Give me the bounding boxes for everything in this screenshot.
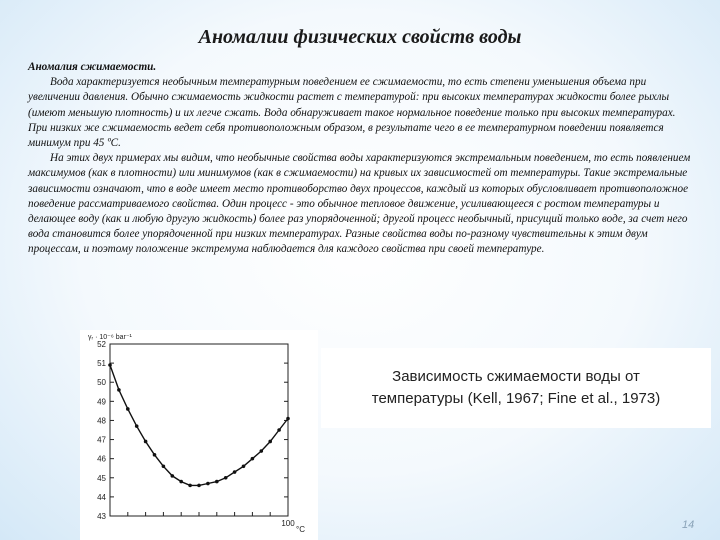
data-point (135, 424, 139, 428)
page-number: 14 (682, 519, 695, 531)
caption-line-2: температуры (Kell, 1967; Fine et al., 1973) (371, 390, 661, 407)
compressibility-chart (80, 330, 318, 540)
body-text (28, 60, 696, 258)
x-axis-label: °C (296, 525, 305, 534)
data-point (171, 474, 175, 478)
paragraph-compressibility: Вода характеризуется необычным температурным поведением ее сжимаемости, то есть степени уменьшения объема при увеличении давления. Обычно сжимаемость жидкости растет с температурой: при высоких температурах жидкости более рыхлы (имеют меньшую плотность) и их легче сжать. Вода обнаруживает такое нормальное поведение только при высоких температурах. При низких же сжимаемость ведет себя противоположным образом, в результате чего в ее температурном поведении появляется минимум при 45 ºС. (28, 76, 676, 150)
data-point (144, 440, 148, 444)
data-point (268, 440, 272, 444)
y-tick-label: 49 (97, 397, 106, 407)
data-point (162, 465, 166, 469)
y-tick-label: 44 (97, 492, 106, 502)
data-point (251, 457, 255, 461)
plot-frame (110, 344, 288, 516)
data-point (117, 388, 121, 392)
chart-svg (80, 330, 318, 540)
data-point (126, 407, 130, 411)
data-point (108, 363, 112, 367)
y-tick-label: 52 (97, 340, 106, 349)
data-point (179, 480, 183, 484)
data-point (286, 417, 290, 421)
y-tick-label: 45 (97, 473, 106, 483)
data-point (215, 480, 219, 484)
data-point (277, 428, 281, 432)
y-tick-label: 47 (97, 435, 106, 445)
data-point (233, 470, 237, 474)
caption-line-1: Зависимость сжимаемости воды от (392, 368, 640, 385)
section-subheading: Аномалия сжимаемости. (28, 61, 157, 73)
y-tick-label: 48 (97, 416, 106, 426)
data-point (197, 484, 201, 488)
data-point (153, 453, 157, 457)
y-tick-label: 43 (97, 512, 106, 521)
y-tick-label: 46 (97, 454, 106, 464)
data-point (242, 465, 246, 469)
figure-caption (321, 348, 711, 428)
data-point (188, 484, 192, 488)
data-point (224, 476, 228, 480)
y-tick-label: 50 (97, 378, 106, 388)
paragraph-extremes: На этих двух примерах мы видим, что необычные свойства воды характеризуются экстремальным поведением, то есть появлением максимумов (как в плотности) или минимумов (как в сжимаемости) на кривых их зависимостей от температуры. Такие экстремальные зависимости означают, что в воде имеет место противоборство двух процессов, каждый из которых обусловливает противоположное поведение рассматриваемого свойства. Один процесс - это обычное тепловое движение, усиливающееся с ростом температуры и делающее воду (как и любую другую жидкость) более раз упорядоченной; другой процесс необычный, присущий только воде, за счет него вода становится более упорядоченной при низких температурах. Разные свойства воды по-разному чувствительны к этим двум процессам, и поэтому положение экстремума наблюдается для каждого свойства при своей температуре. (28, 152, 691, 256)
y-tick-label: 51 (97, 359, 106, 369)
data-point (260, 449, 264, 453)
slide-title: Аномалии физических свойств воды (198, 26, 522, 48)
data-point (206, 482, 210, 486)
y-axis-label: γᵣ · 10⁻⁶ bar⁻¹ (88, 334, 132, 341)
x-tick-label: 100 (281, 519, 295, 528)
